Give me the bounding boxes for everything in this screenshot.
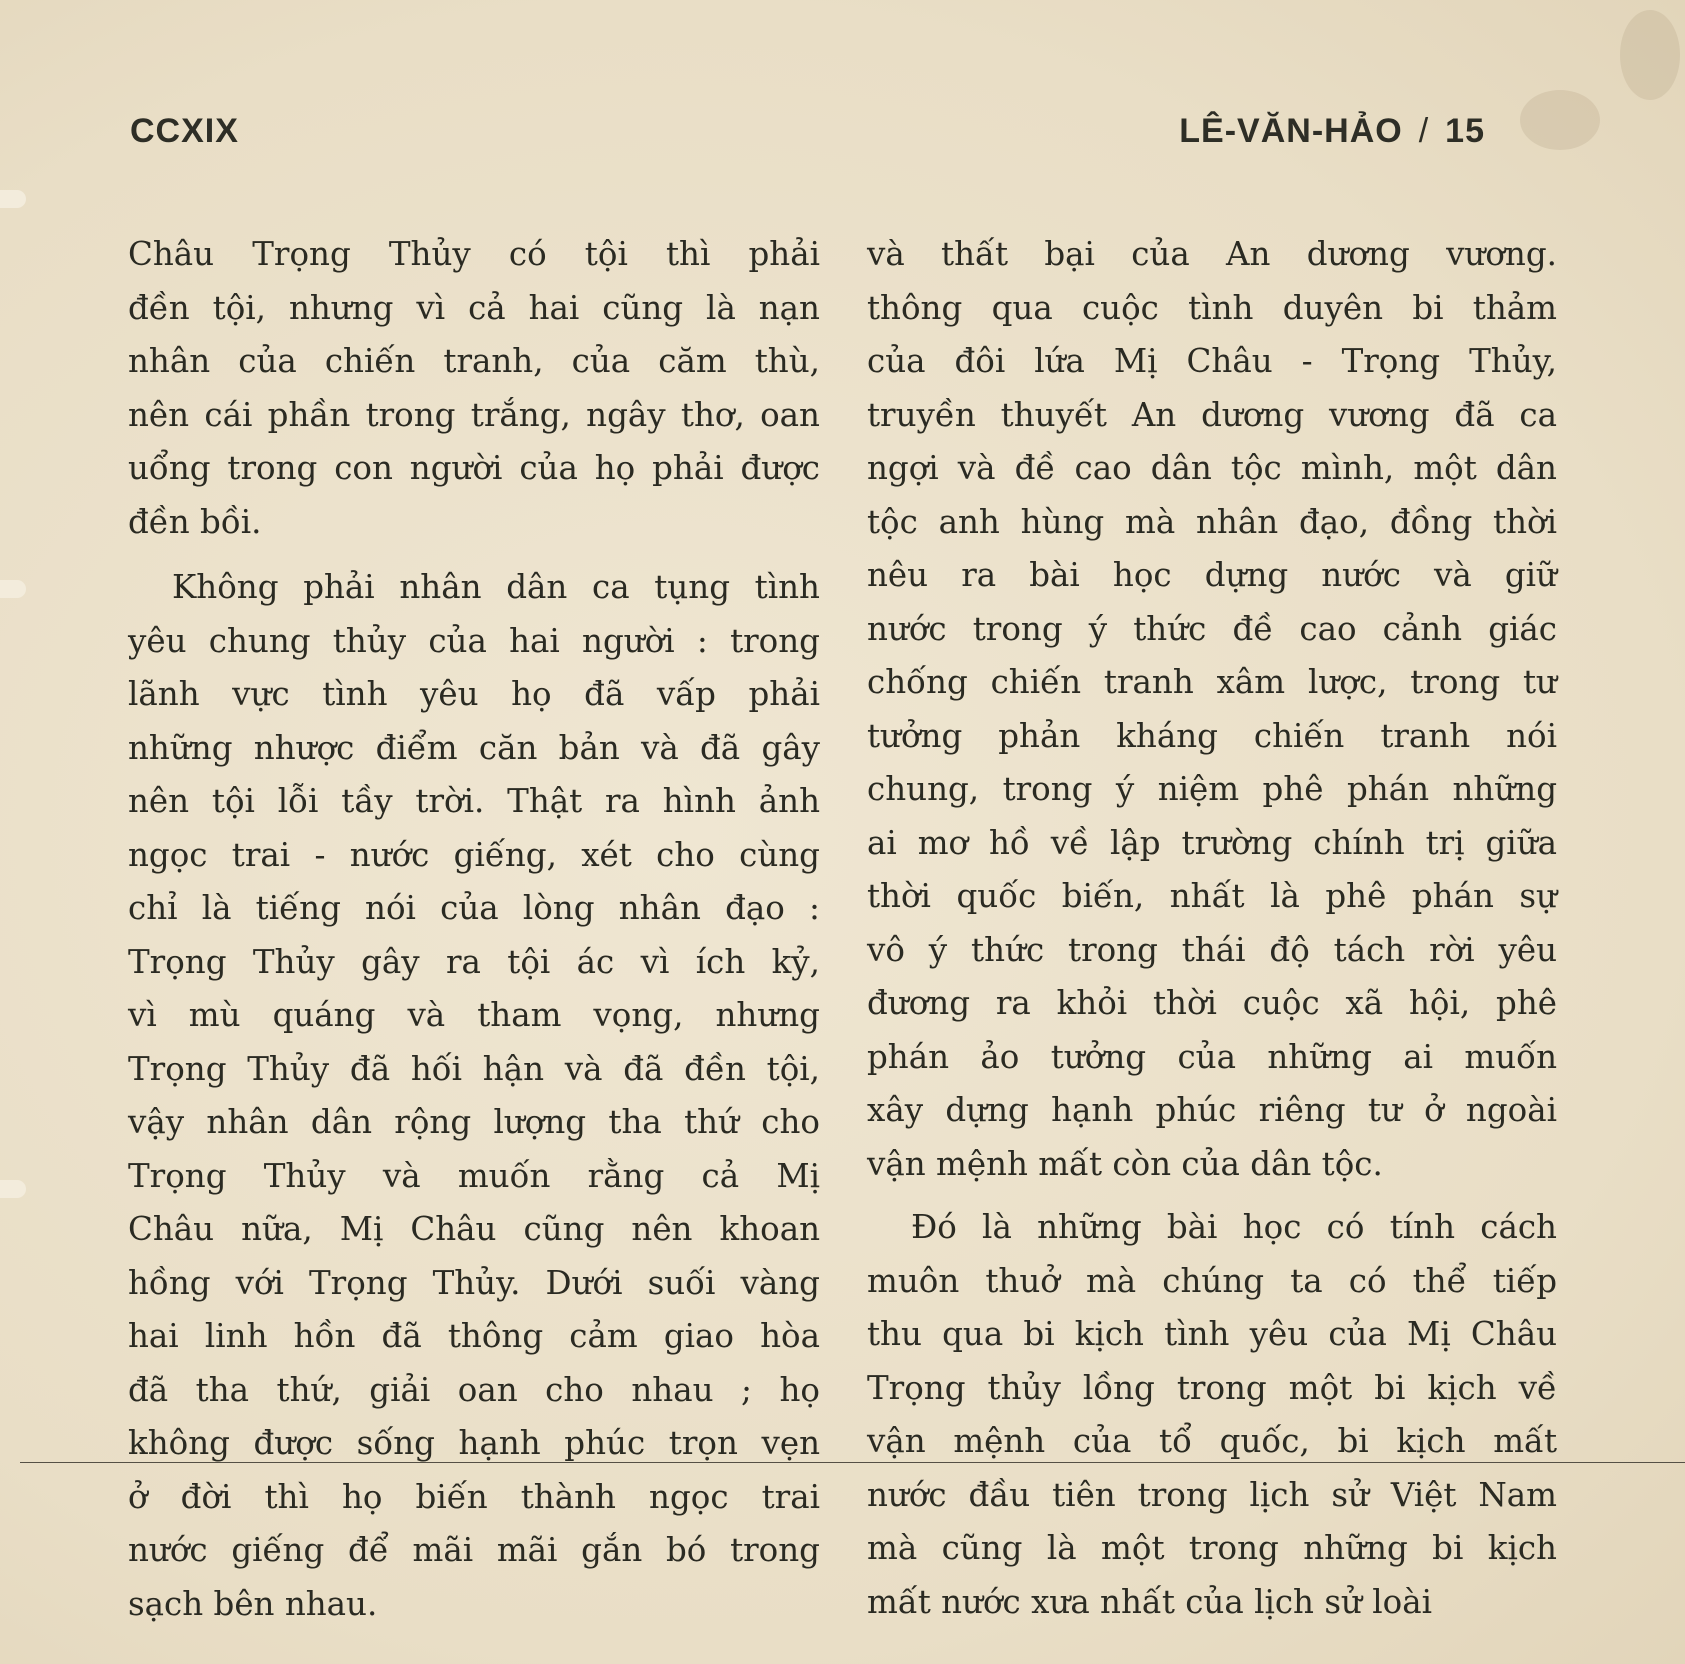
text-line: Châu Trọng Thủy có tội thì phải [128,235,820,273]
header-separator: / [1418,112,1430,150]
text-line: Trọng Thủy đã hối hận và đã đền tội, [128,1049,820,1088]
text-line: nước đầu tiên trong lịch sử Việt Nam [867,1475,1557,1514]
right-column [867,228,1557,1629]
text-line: vì mù quáng và tham vọng, nhưng [128,996,820,1034]
text-line: đền bồi. [128,502,262,541]
text-line: nên cái phần trong trắng, ngây thơ, oan [128,395,820,434]
text-line: ở đời thì họ biến thành ngọc trai [128,1477,820,1516]
text-line: đã tha thứ, giải oan cho nhau ; họ [128,1370,820,1409]
text-line: chống chiến tranh xâm lược, trong tư [867,663,1557,701]
text-line: uổng trong con người của họ phải được [128,449,820,487]
text-line: tưởng phản kháng chiến tranh nói [867,716,1557,755]
text-line: chung, trong ý niệm phê phán những [867,770,1557,808]
author-name: LÊ-VĂN-HẢO [1179,112,1403,150]
text-line: đền tội, nhưng vì cả hai cũng là nạn [128,288,820,327]
text-line: Trọng Thủy gây ra tội ác vì ích kỷ, [128,942,820,981]
text-line: vận mệnh của tổ quốc, bi kịch mất [867,1422,1557,1460]
text-line: ngợi và đề cao dân tộc mình, một dân [867,449,1557,487]
text-line: mà cũng là một trong những bi kịch [867,1529,1557,1567]
text-line: yêu chung thủy của hai người : trong [128,621,820,660]
text-line: hai linh hồn đã thông cảm giao hòa [128,1317,820,1355]
text-line: tộc anh hùng mà nhân đạo, đồng thời [867,502,1557,541]
text-line: mất nước xưa nhất của lịch sử loài [867,1582,1432,1621]
text-line: Trọng Thủy và muốn rằng cả Mị [128,1156,820,1195]
running-header [1179,112,1485,151]
text-line: thu qua bi kịch tình yêu của Mị Châu [867,1315,1557,1353]
punch-mark [0,580,26,598]
text-line: Châu nữa, Mị Châu cũng nên khoan [128,1210,820,1248]
text-line: những nhược điểm căn bản và đã gây [128,728,820,767]
page-number: 15 [1445,112,1485,150]
paragraph [128,561,820,1631]
paragraph [867,1201,1557,1629]
text-line: nước giếng để mãi mãi gắn bó trong [128,1531,820,1569]
paper-stain [1520,90,1600,150]
text-line: và thất bại của An dương vương. [867,235,1557,273]
text-line: muôn thuở mà chúng ta có thể tiếp [867,1261,1557,1300]
text-line: Trọng thủy lồng trong một bi kịch về [867,1368,1557,1407]
horizontal-rule [20,1462,1685,1463]
paper-stain [1620,10,1680,100]
text-line: lãnh vực tình yêu họ đã vấp phải [128,675,820,713]
paragraph [867,228,1557,1191]
text-line: vận mệnh mất còn của dân tộc. [867,1144,1383,1183]
text-line: Không phải nhân dân ca tụng tình [172,568,820,606]
text-line: ai mơ hồ về lập trường chính trị giữa [867,823,1557,862]
chapter-numeral: CCXIX [130,112,239,150]
text-line: hồng với Trọng Thủy. Dưới suối vàng [128,1263,820,1302]
text-line: của đôi lứa Mị Châu - Trọng Thủy, [867,342,1557,380]
text-line: nhân của chiến tranh, của căm thù, [128,342,820,380]
text-line: không được sống hạnh phúc trọn vẹn [128,1424,820,1462]
left-column [128,228,820,1631]
punch-mark [0,190,26,208]
text-line: thời quốc biến, nhất là phê phán sự [867,877,1557,915]
text-line: xây dựng hạnh phúc riêng tư ở ngoài [867,1091,1557,1129]
paragraph [128,228,820,549]
text-line: sạch bên nhau. [128,1584,378,1623]
text-line: Đó là những bài học có tính cách [911,1208,1557,1246]
text-line: vậy nhân dân rộng lượng tha thứ cho [128,1103,820,1141]
text-line: ngọc trai - nước giếng, xét cho cùng [128,835,820,874]
text-line: nêu ra bài học dựng nước và giữ [867,556,1557,594]
text-line: nên tội lỗi tầy trời. Thật ra hình ảnh [128,782,820,820]
text-line: đương ra khỏi thời cuộc xã hội, phê [867,984,1557,1022]
punch-mark [0,1180,26,1198]
text-line: thông qua cuộc tình duyên bi thảm [867,288,1557,327]
text-line: phán ảo tưởng của những ai muốn [867,1037,1557,1076]
text-line: vô ý thức trong thái độ tách rời yêu [867,930,1557,969]
text-line: truyền thuyết An dương vương đã ca [867,395,1557,434]
text-line: chỉ là tiếng nói của lòng nhân đạo : [128,889,820,927]
text-line: nước trong ý thức đề cao cảnh giác [867,609,1557,648]
